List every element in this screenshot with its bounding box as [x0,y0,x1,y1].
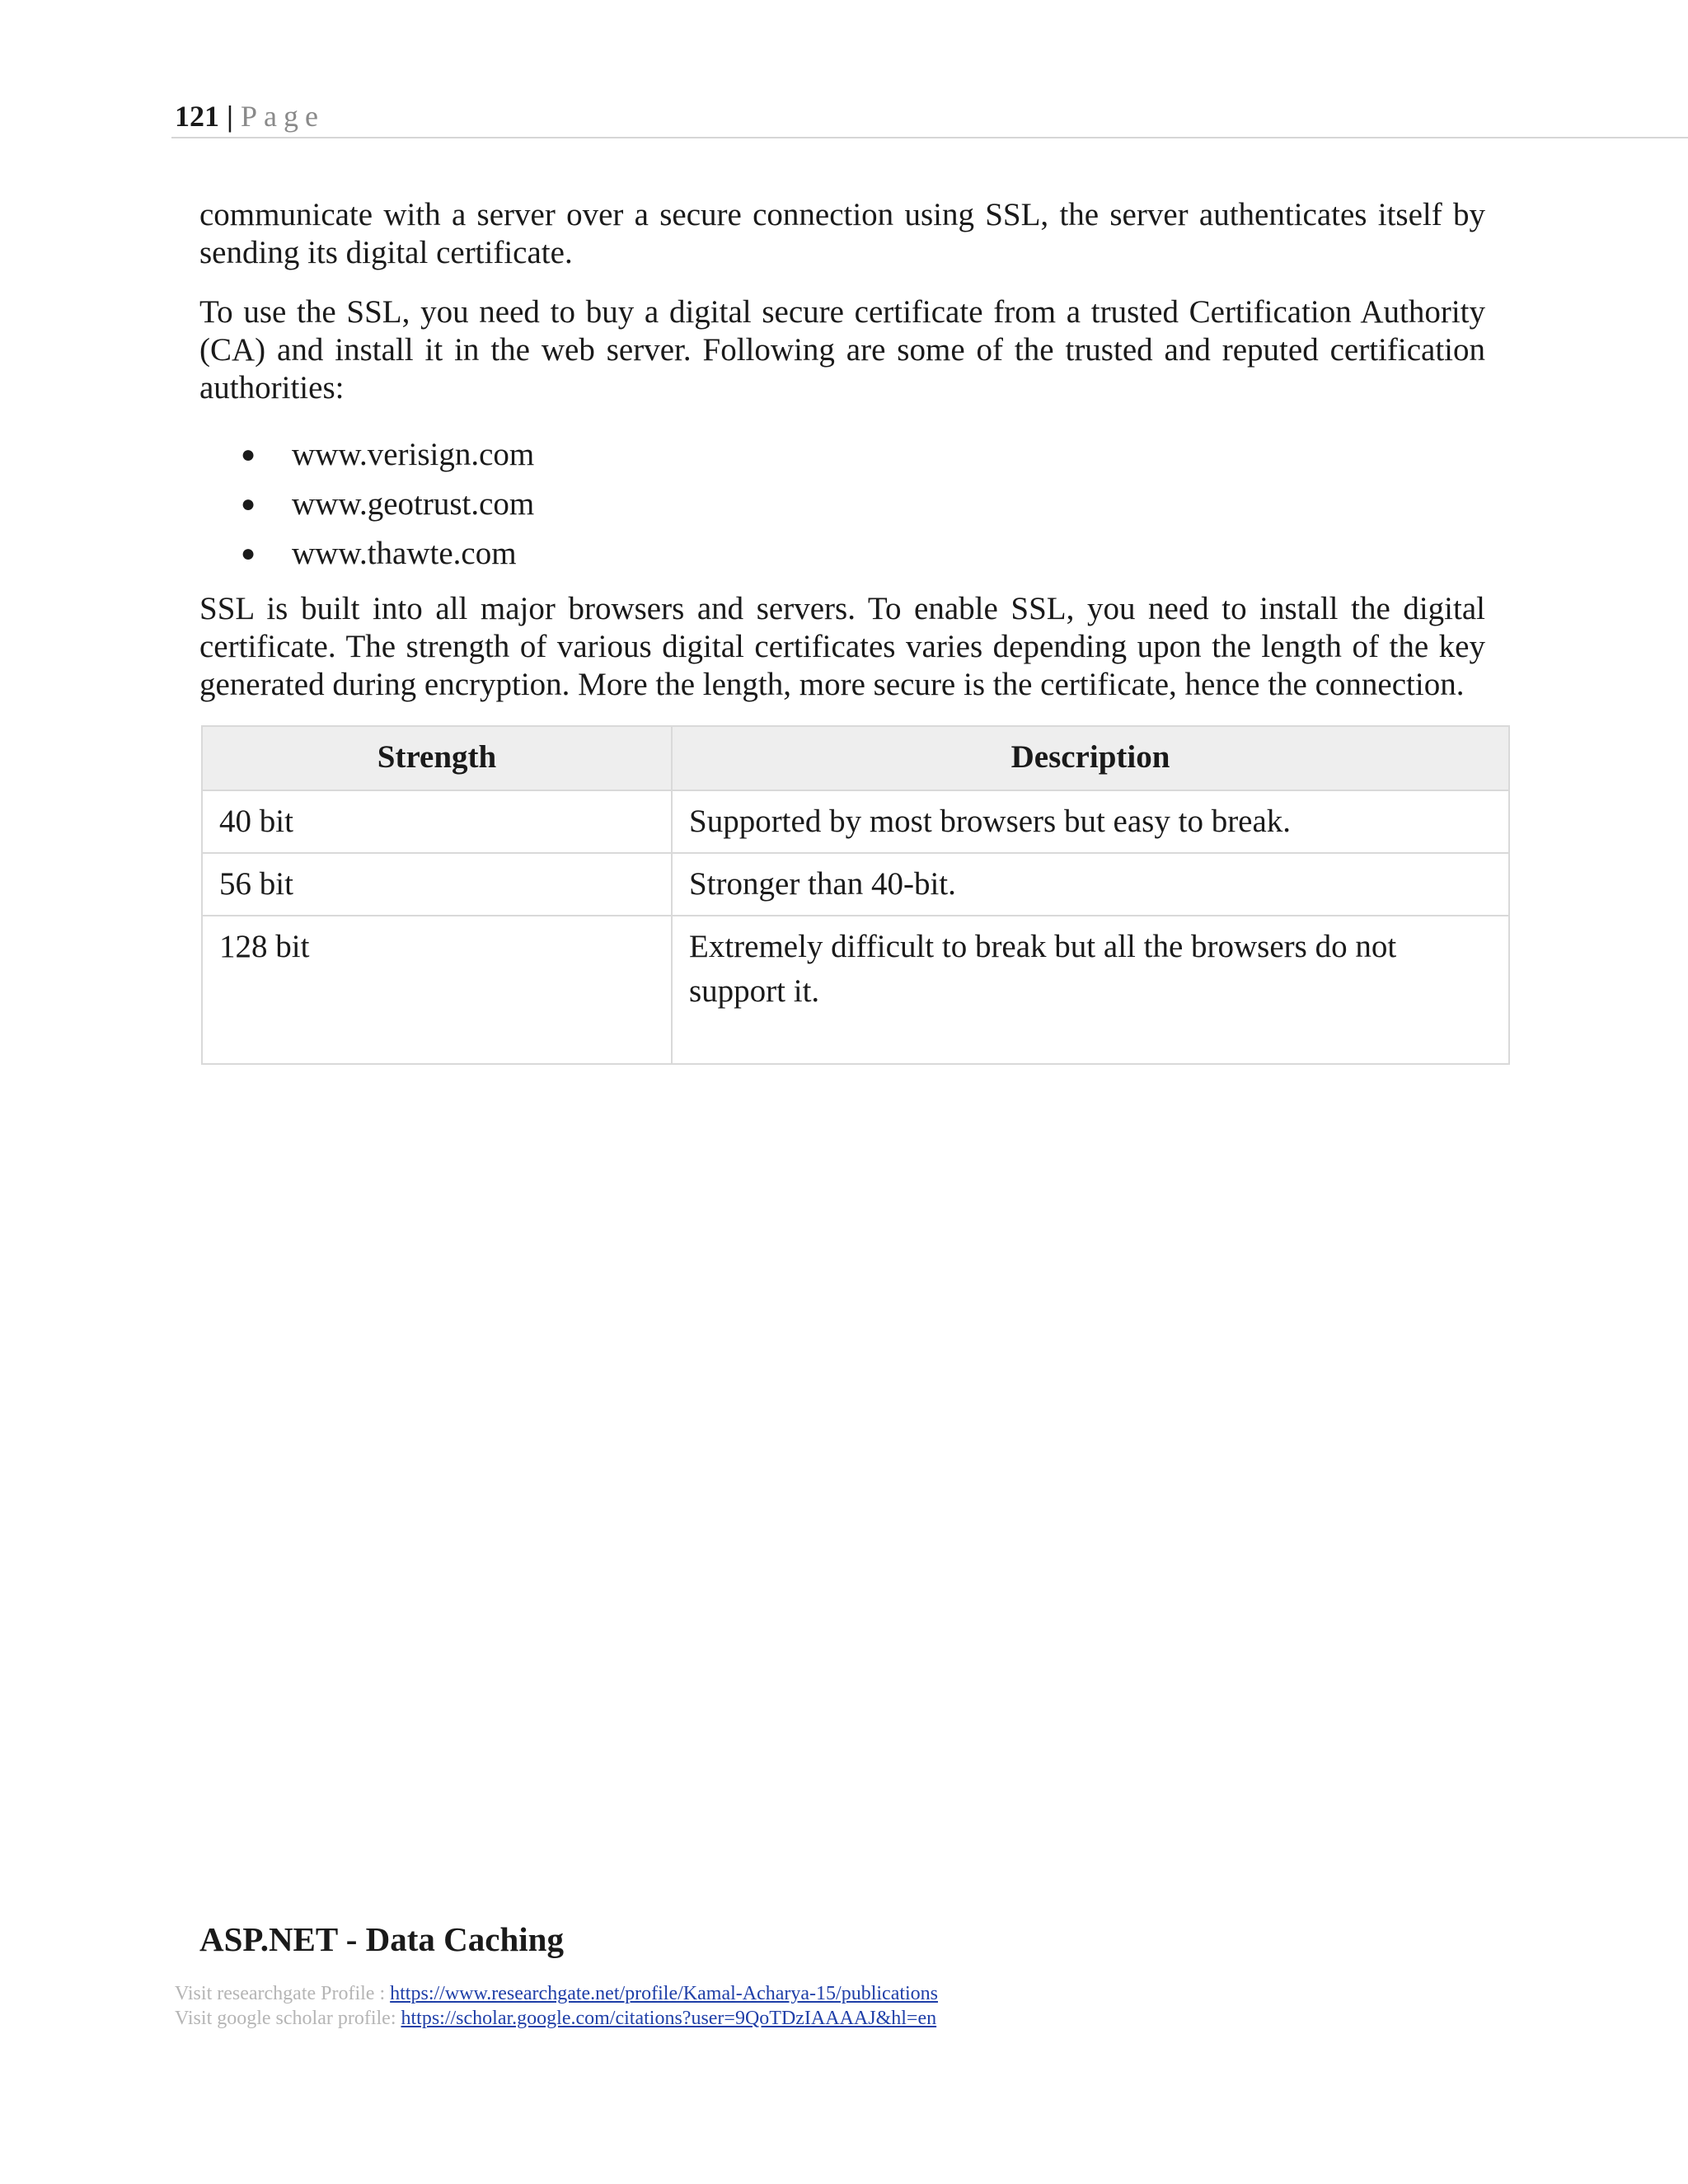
scholar-line [175,2006,936,2031]
strength-table [201,725,1510,1065]
researchgate-line [175,1981,938,2006]
table-row [202,790,1509,853]
section-title: ASP.NET - Data Caching [199,1920,564,1958]
table-row [202,916,1509,1064]
page-header [175,97,325,135]
list-item [199,529,1485,579]
header-description: Description [672,726,1509,790]
cell-strength: 128 bit [202,916,672,1064]
bullet-icon: ● [241,490,256,518]
header-separator: | [227,100,233,133]
page-number: 121 [175,100,219,133]
page-content [199,196,1485,1065]
authority-verisign: www.verisign.com [292,437,535,472]
scholar-link[interactable]: https://scholar.google.com/citations?user=9QoTDzIAAAAJ&hl=en [401,2008,937,2029]
paragraph-ssl-strength: SSL is built into all major browsers and servers. To enable SSL, you need to install the digital certificate. The strength of various digital certificates varies depending upon the length of the key generated during encryption. More the length, more secure is the certificate, hence the connection. [199,591,1485,702]
researchgate-link[interactable]: https://www.researchgate.net/profile/Kamal-Acharya-15/publications [390,1983,939,2004]
authority-thawte: www.thawte.com [292,536,517,571]
header-divider [171,137,1688,138]
cell-description: Stronger than 40-bit. [672,853,1509,916]
paragraph-certificate-purchase: To use the SSL, you need to buy a digital secure certificate from a trusted Certification Authority (CA) and install it in the web server. Following are some of the trusted and reputed certification authorities: [199,294,1485,405]
authority-geotrust: www.geotrust.com [292,486,535,522]
header-strength: Strength [202,726,672,790]
paragraph-intro: communicate with a server over a secure connection using SSL, the server authenticates itself by sending its digital certificate. [199,197,1485,270]
list-item [199,430,1485,480]
list-item [199,480,1485,529]
cell-strength: 56 bit [202,853,672,916]
cell-strength: 40 bit [202,790,672,853]
table-row [202,853,1509,916]
authority-list [199,430,1485,579]
bullet-icon: ● [241,441,256,468]
bullet-icon: ● [241,540,256,567]
page-label: Page [240,100,325,133]
cell-description: Extremely difficult to break but all the browsers do not support it. [672,916,1509,1064]
table-header-row [202,726,1509,790]
researchgate-label: Visit researchgate Profile : [175,1983,391,2004]
scholar-label: Visit google scholar profile: [175,2008,401,2029]
cell-description: Supported by most browsers but easy to break. [672,790,1509,853]
